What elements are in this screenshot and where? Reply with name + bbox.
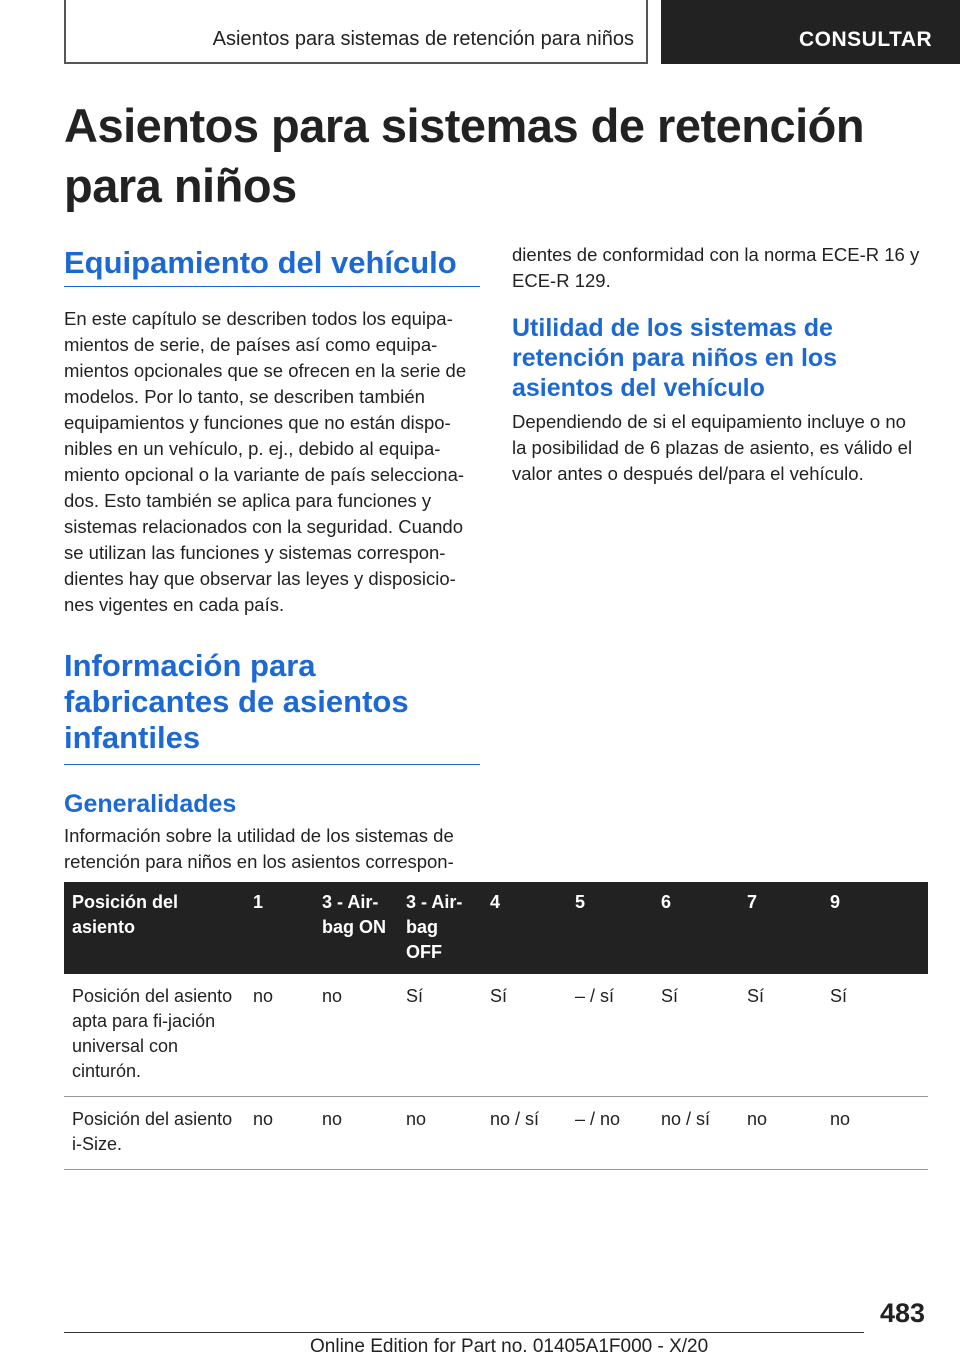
table-cell: Sí	[822, 974, 928, 1097]
table-cell: no / sí	[482, 1097, 567, 1170]
paragraph-continued: dientes de conformidad con la norma ECE-R 16 y ECE-R 129.	[512, 244, 920, 291]
table-cell: no	[245, 1097, 314, 1170]
table-cell: no	[398, 1097, 482, 1170]
table-header-cell: 1	[245, 882, 314, 974]
table-header-cell: 4	[482, 882, 567, 974]
table-row	[64, 1097, 928, 1170]
table-header-cell: 3 - Air-bag OFF	[398, 882, 482, 974]
table-header-cell: 3 - Air-bag ON	[314, 882, 398, 974]
table-cell: Sí	[482, 974, 567, 1097]
table-cell: Sí	[739, 974, 822, 1097]
table-header-cell: 6	[653, 882, 739, 974]
table-cell: no	[245, 974, 314, 1097]
footer-rule	[64, 1332, 864, 1333]
table-header-cell: 5	[567, 882, 653, 974]
table-cell: no / sí	[653, 1097, 739, 1170]
left-column-info	[64, 648, 480, 875]
table-cell: no	[822, 1097, 928, 1170]
table-cell: no	[314, 974, 398, 1097]
table-cell: no	[739, 1097, 822, 1170]
heading-manufacturer-rule	[64, 764, 480, 765]
table-cell: no	[314, 1097, 398, 1170]
table-header-row	[64, 882, 928, 974]
table-cell: Posición del asiento apta para fi-jación universal con cinturón.	[64, 974, 245, 1097]
table-header-cell: 9	[822, 882, 928, 974]
table-cell: – / no	[567, 1097, 653, 1170]
table-header-cell: Posición del asiento	[64, 882, 245, 974]
header-section-title: Asientos para sistemas de retención para niños	[212, 28, 634, 50]
table-header-cell: 7	[739, 882, 822, 974]
left-column	[64, 244, 480, 618]
heading-manufacturer-info: Información para fabricantes de asientos infantiles	[64, 648, 409, 755]
seat-position-table	[64, 882, 928, 1170]
paragraph-general: Información sobre la utilidad de los sistemas de retención para niños en los asientos correspon-	[64, 825, 454, 872]
right-column	[512, 242, 924, 487]
table-cell: – / sí	[567, 974, 653, 1097]
table-row	[64, 974, 928, 1097]
header-tab-label: CONSULTAR	[799, 28, 933, 51]
heading-utility: Utilidad de los sistemas de retención para niños en los asientos del vehículo	[512, 314, 838, 402]
heading-general: Generalidades	[64, 790, 237, 818]
table-cell: Posición del asiento i-Size.	[64, 1097, 245, 1170]
heading-equipment: Equipamiento del vehículo	[64, 245, 457, 280]
table-cell: Sí	[653, 974, 739, 1097]
page-title: Asientos para sistemas de retención para niños	[64, 99, 865, 212]
table-cell: Sí	[398, 974, 482, 1097]
paragraph-equipment: En este capítulo se describen todos los equipa-mientos de serie, de países así como equipa-mientos opcionales que se ofrecen en la serie de modelos. Por lo tanto, se describen también equipamientos y funciones que no están dispo-nibles en un vehículo, p. ej., debido al equipa-miento opcional o la variante de país selecciona-dos. Esto también se aplica para funciones y sistemas relacionados con la seguridad. Cuando se utilizan las funciones y sistemas correspon-dientes hay que observar las leyes y disposicio-nes vigentes en cada país.	[64, 308, 467, 615]
page-number: 483	[880, 1298, 926, 1328]
header-tab-consultar[interactable]	[661, 0, 960, 64]
heading-equipment-rule	[64, 286, 480, 287]
paragraph-utility: Dependiendo de si el equipamiento incluye o no la posibilidad de 6 plazas de asiento, es válido el valor antes o después del/para el vehículo.	[512, 411, 913, 484]
footer-edition-text: Online Edition for Part no. 01405A1F000 - X/20	[310, 1336, 709, 1357]
header-section-box	[64, 0, 648, 64]
